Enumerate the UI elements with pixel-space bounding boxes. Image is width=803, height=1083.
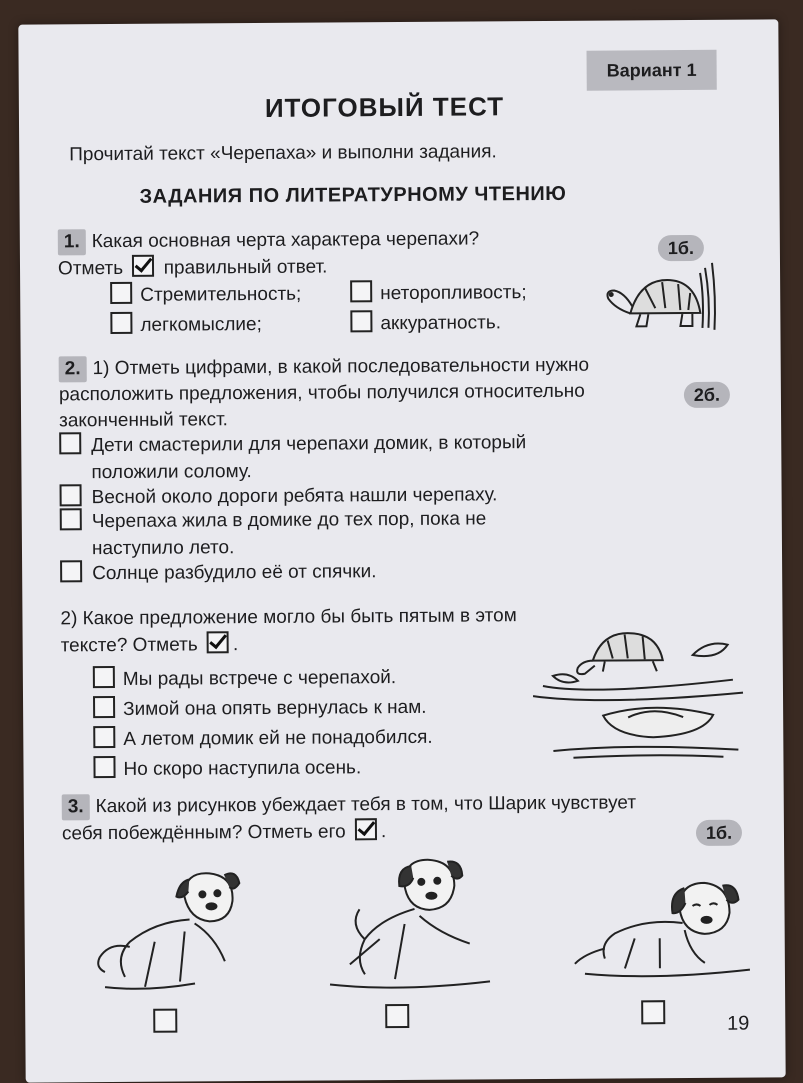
checkbox[interactable] [93,666,115,688]
checkbox[interactable] [110,312,132,334]
question-text: расположить предложения, чтобы получился относительно [58,380,585,406]
answer-option[interactable]: А летом домик ей не понадобился. [93,724,432,751]
question-number: 3. [62,794,90,820]
checkbox[interactable] [110,282,132,304]
dog-illustration-2 [319,853,500,999]
question-1 [58,226,480,282]
points-badge: 1б. [696,820,742,846]
checkbox[interactable] [350,310,372,332]
picture-checkbox-2[interactable] [385,1004,409,1028]
question-text: Какая основная черта характера черепахи? [91,228,480,253]
turtle-bowl-illustration [533,625,749,766]
answer-option[interactable]: легкомыслие; [110,311,262,337]
dog-illustration-1 [84,861,255,1002]
checkmark-icon [207,631,229,653]
answer-option[interactable]: Стремительность; [110,281,301,307]
answer-option[interactable]: аккуратность. [350,309,501,335]
variant-label: Вариант 1 [587,50,717,91]
checkmark-icon [355,818,377,840]
section-title: ЗАДАНИЯ ПО ЛИТЕРАТУРНОМУ ЧТЕНИЮ [139,182,567,208]
question-text: законченный текст. [59,409,228,432]
order-box[interactable] [60,560,82,582]
question-text: себя побеждённым? Отметь его [61,821,346,845]
question-2-part-2: 2) Какое предложение могло бы быть пятым в этом тексте? Отметь . [60,605,517,657]
question-number: 2. [59,356,87,382]
sentence-item[interactable]: Черепаха жила в домике до тех пор, пока не наступило лето. [60,504,710,563]
answer-option[interactable]: неторопливость; [350,279,527,305]
intro-text: Прочитай текст «Черепаха» и выполни задания. [69,141,497,166]
question-text: Отметь [57,257,124,280]
sentence-item[interactable]: Весной около дороги ребята нашли черепаху. [60,480,710,512]
page-number: 19 [726,1012,750,1035]
answer-option[interactable]: Мы рады встрече с черепахой. [93,664,396,691]
sentence-item[interactable]: Солнце разбудило её от спячки. [60,556,710,588]
question-2 [59,353,590,435]
workbook-page [18,19,785,1082]
checkmark-icon [132,255,154,277]
picture-checkbox-3[interactable] [641,1000,665,1024]
dog-illustration-3 [564,868,755,984]
points-badge: 2б. [684,382,730,408]
checkbox[interactable] [350,280,372,302]
question-number: 1. [58,229,86,255]
sentence-item[interactable]: Дети смастерили для черепахи домик, в который положили солому. [59,428,709,487]
order-box[interactable] [60,484,82,506]
question-3: 3. Какой из рисунков убеждает тебя в том, что Шарик чувствует себя побеждённым? Отметь его . [61,792,637,845]
question-text: Какой из рисунков убеждает тебя в том, что Шарик чувствует [95,792,637,818]
turtle-illustration [600,258,721,339]
question-text: правильный ответ. [163,256,328,279]
order-box[interactable] [59,432,81,454]
answer-option[interactable]: Зимой она опять вернулась к нам. [93,694,427,721]
question-text: тексте? Отметь [60,634,198,657]
checkbox[interactable] [93,756,115,778]
question-text: 2) Какое предложение могло бы быть пятым в этом [60,605,517,630]
points-badge: 1б. [658,235,704,261]
order-box[interactable] [60,508,82,530]
question-text: 1) Отметь цифрами, в какой последовательности нужно [92,354,590,380]
picture-checkbox-1[interactable] [153,1009,177,1033]
checkbox[interactable] [93,696,115,718]
page-title: ИТОГОВЫЙ ТЕСТ [264,91,505,123]
checkbox[interactable] [93,726,115,748]
answer-option[interactable]: Но скоро наступила осень. [93,754,361,781]
